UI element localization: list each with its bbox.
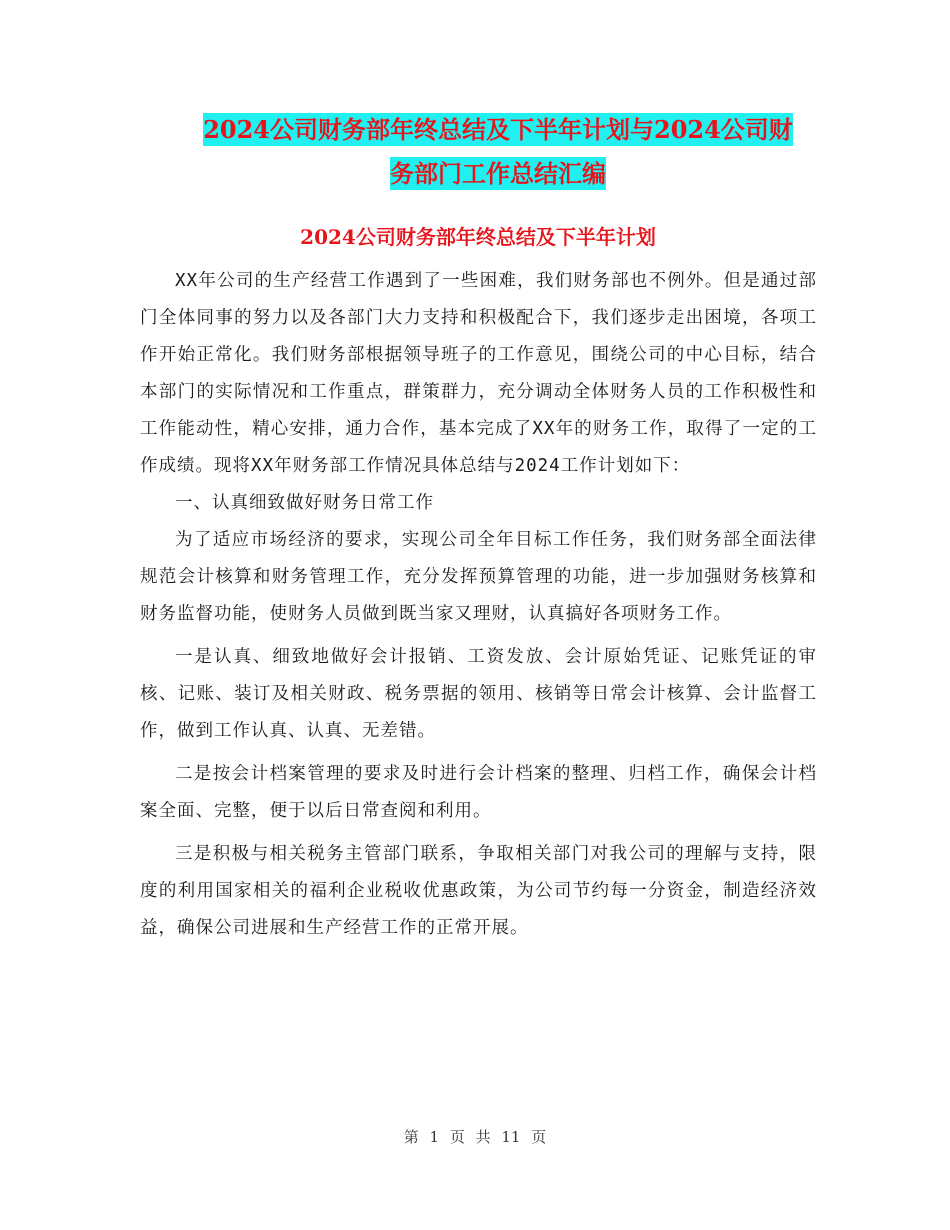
section-title: 2024公司财务部年终总结及下半年计划 [300,225,656,249]
page-number-footer: 第 1 页 共 11 页 [403,1128,547,1146]
document-title-line-1: 2024公司财务部年终总结及下半年计划与2024公司财 [203,115,793,144]
document-body [140,263,817,953]
paragraph-4: 三是积极与相关税务主管部门联系，争取相关部门对我公司的理解与支持，限度的利用国家相关的福利企业税收优惠政策，为公司节约每一分资金，制造经济效益，确保公司进展和生产经营工作的正常开展。 [140,844,817,938]
document-title-line-2: 务部门工作总结汇编 [390,159,606,188]
paragraph-2: 一是认真、细致地做好会计报销、工资发放、会计原始凭证、记账凭证的审核、记账、装订及相关财政、税务票据的领用、核销等日常会计核算、会计监督工作，做到工作认真、认真、无差错。 [140,647,817,741]
document-title [140,108,856,196]
section-heading-1: 一、认真细致做好财务日常工作 [175,493,434,513]
paragraph-3: 二是按会计档案管理的要求及时进行会计档案的整理、归档工作，确保会计档案全面、完整，便于以后日常查阅和利用。 [140,764,817,821]
paragraph-1: 为了适应市场经济的要求，实现公司全年目标工作任务，我们财务部全面法律规范会计核算和财务管理工作，充分发挥预算管理的功能，进一步加强财务核算和财务监督功能，使财务人员做到既当家又理财，认真搞好各项财务工作。 [140,530,817,624]
paragraph-intro: XX年公司的生产经营工作遇到了一些困难，我们财务部也不例外。但是通过部门全体同事的努力以及各部门大力支持和积极配合下，我们逐步走出困境，各项工作开始正常化。我们财务部根据领导班子的工作意见，围绕公司的中心目标，结合本部门的实际情况和工作重点，群策群力，充分调动全体财务人员的工作积极性和工作能动性，精心安排，通力合作，基本完成了XX年的财务工作，取得了一定的工作成绩。现将XX年财务部工作情况具体总结与2024工作计划如下： [140,271,817,476]
